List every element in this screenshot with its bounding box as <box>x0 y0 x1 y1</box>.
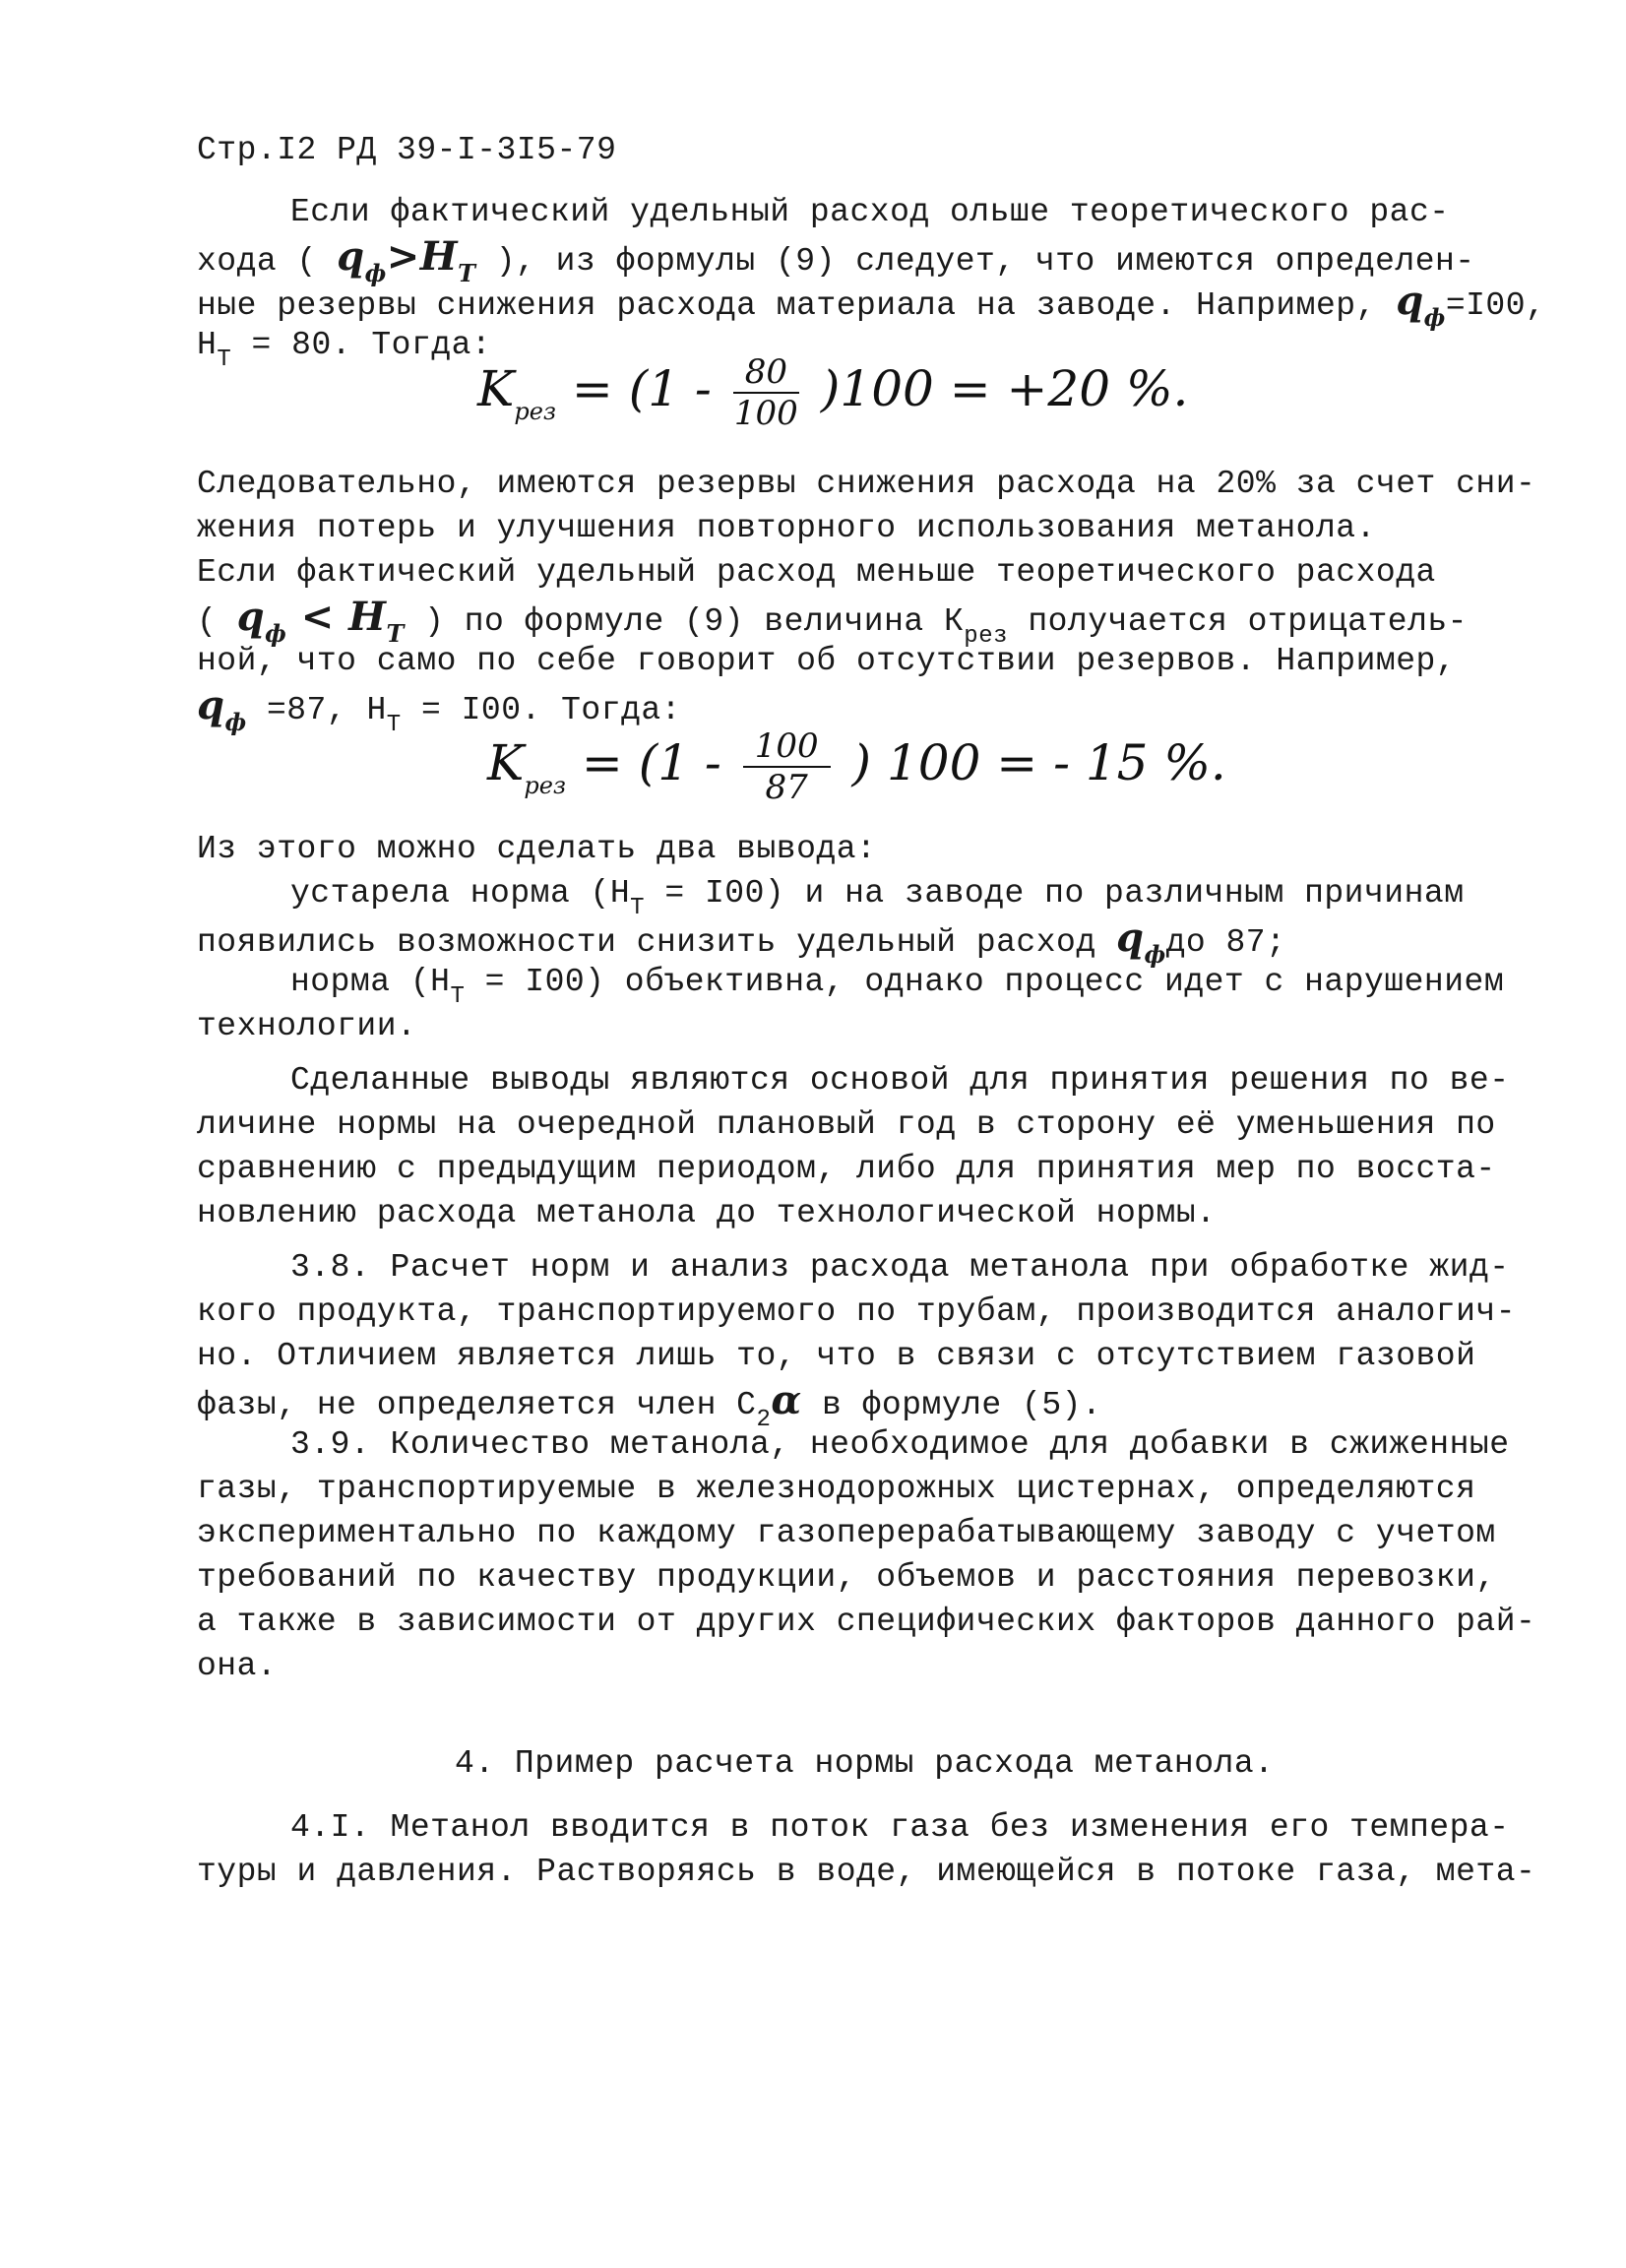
formula-eq: = (1 - <box>581 734 721 791</box>
p1-line-3 <box>197 278 1546 332</box>
text-fragment: ные резервы снижения расхода материала на заводе. Например, <box>197 287 1376 324</box>
p2-line-2: жения потерь и улучшения повторного использования метанола. <box>197 510 1376 546</box>
h-subscript: Т <box>386 619 405 648</box>
formula-k-subscript: рез <box>524 772 567 799</box>
formula-k: K <box>477 360 515 417</box>
gt-sign: > <box>386 233 420 280</box>
c-subscript: 2 <box>756 1407 772 1433</box>
text-fragment: устарела норма (Н <box>290 875 631 912</box>
p2-line-1: Следовательно, имеются резервы снижения расхода на 20% за счет сни- <box>197 466 1536 502</box>
p5-line-2: кого продукта, транспортируемого по трубам, производится аналогич- <box>197 1293 1517 1330</box>
p2-line-3: Если фактический удельный расход меньше теоретического расхода <box>197 554 1436 591</box>
text-fragment: норма (Н <box>290 964 451 1000</box>
text-fragment: появились возможности снизить удельный расход <box>197 924 1096 961</box>
h-letter: H <box>348 594 387 640</box>
formula-result: )100 = +20 %. <box>820 360 1189 417</box>
p6-line-1: 3.9. Количество метанола, необходимое для добавки в сжиженные <box>290 1426 1510 1463</box>
formula-reserve-positive <box>477 352 1188 433</box>
text-fragment: фазы, не определяется член С <box>197 1387 757 1423</box>
lt-sign: < <box>300 594 335 640</box>
q-letter: q <box>1115 914 1145 961</box>
p3-line-2 <box>290 874 1465 921</box>
p6-line-4: требований по качеству продукции, объемов и расстояния перевозки, <box>197 1559 1496 1596</box>
p6-line-6: она. <box>197 1648 278 1684</box>
q-letter: q <box>1396 278 1424 324</box>
h-subscript: Т <box>386 712 402 738</box>
q-symbol <box>1115 914 1166 969</box>
p4-line-3: сравнению с предыдущим периодом, либо для принятия мер по восста- <box>197 1151 1496 1187</box>
p6-line-2: газы, транспортируемые в железнодорожных цистернах, определяются <box>197 1471 1476 1507</box>
q-symbol <box>337 233 476 287</box>
p5-line-1: 3.8. Расчет норм и анализ расхода метанола при обработке жид- <box>290 1249 1510 1286</box>
text-fragment: получается отрицатель- <box>1008 603 1468 640</box>
fraction-denominator: 100 <box>733 394 798 433</box>
p6-line-3: экспериментально по каждому газоперерабатывающему заводу с учетом <box>197 1515 1496 1551</box>
q-symbol <box>1396 278 1446 332</box>
formula-eq: = (1 - <box>571 360 712 417</box>
text-fragment: ) по формуле (9) величина К <box>424 603 965 640</box>
formula-fraction <box>733 352 799 433</box>
p3-line-5: технологии. <box>197 1008 417 1044</box>
p3-line-3 <box>197 914 1286 969</box>
p4-line-4: новлению расхода метанола до технологической нормы. <box>197 1195 1217 1231</box>
formula-result: ) 100 = - 15 %. <box>851 734 1226 791</box>
k-subscript: рез <box>964 623 1009 650</box>
p2-line-5: ной, что само по себе говорит об отсутствии резервов. Например, <box>197 643 1457 679</box>
section-4-line-2: туры и давления. Растворяясь в воде, имеющейся в потоке газа, мета- <box>197 1854 1536 1890</box>
p5-line-3: но. Отличием является лишь то, что в связи с отсутствием газовой <box>197 1338 1476 1374</box>
p4-line-2: личине нормы на очередной плановый год в сторону её уменьшения по <box>197 1106 1496 1143</box>
fraction-numerator: 100 <box>743 726 831 768</box>
h-letter: Н <box>197 327 218 363</box>
text-fragment: = I00) объективна, однако процесс идет с нарушением <box>484 964 1505 1000</box>
fraction-denominator: 87 <box>765 768 808 807</box>
p6-line-5: а также в зависимости от других специфических факторов данного рай- <box>197 1604 1536 1640</box>
text-fragment: = 80. Тогда: <box>251 327 492 363</box>
q-symbol <box>236 594 405 648</box>
text-fragment: хода ( <box>197 243 317 280</box>
p4-line-1: Сделанные выводы являются основой для принятия решения по ве- <box>290 1062 1510 1099</box>
alpha-symbol: α <box>771 1377 802 1423</box>
q-letter: q <box>197 682 225 728</box>
text-fragment: в формуле (5). <box>822 1387 1102 1423</box>
p1-line-4 <box>197 326 492 373</box>
section-4-title: 4. Пример расчета нормы расхода метанола. <box>455 1745 1275 1782</box>
q-subscript: ф <box>364 259 387 287</box>
h-subscript: Т <box>630 895 646 921</box>
p1-line-1: Если фактический удельный расход ольше теоретического рас- <box>290 194 1450 230</box>
p3-line-4 <box>290 963 1505 1010</box>
text-fragment: = I00) и на заводе по различным причинам <box>664 875 1465 912</box>
q-subscript: ф <box>265 619 287 648</box>
q-symbol <box>197 682 247 736</box>
p2-line-4 <box>197 594 1468 650</box>
text-fragment: = I00. Тогда: <box>420 692 681 728</box>
formula-fraction <box>743 726 831 807</box>
text-fragment: до 87; <box>1165 924 1286 961</box>
formula-k: K <box>487 734 525 791</box>
q-subscript: ф <box>1423 303 1446 332</box>
page-header: Стр.I2 РД 39-I-3I5-79 <box>197 132 617 168</box>
p5-line-4 <box>197 1377 1102 1433</box>
h-subscript: Т <box>458 259 476 287</box>
h-letter: H <box>419 233 459 280</box>
h-subscript: Т <box>450 983 466 1010</box>
text-fragment: ( <box>197 603 218 640</box>
q-letter: q <box>337 233 365 280</box>
formula-reserve-negative <box>487 726 1226 807</box>
p3-line-1: Из этого можно сделать два вывода: <box>197 831 877 867</box>
formula-k-subscript: рез <box>514 398 557 425</box>
q-letter: q <box>236 594 266 640</box>
text-fragment: ), из формулы (9) следует, что имеются определен- <box>495 243 1475 280</box>
text-fragment: =87, Н <box>266 692 387 728</box>
p1-line-2 <box>197 233 1475 287</box>
q-subscript: ф <box>224 708 247 736</box>
section-4-line-1: 4.I. Метанол вводится в поток газа без изменения его темпера- <box>290 1809 1510 1846</box>
q-subscript: ф <box>1144 940 1166 969</box>
fraction-numerator: 80 <box>733 352 799 394</box>
h-subscript: Т <box>217 346 232 373</box>
text-fragment: =I00, <box>1445 287 1546 324</box>
